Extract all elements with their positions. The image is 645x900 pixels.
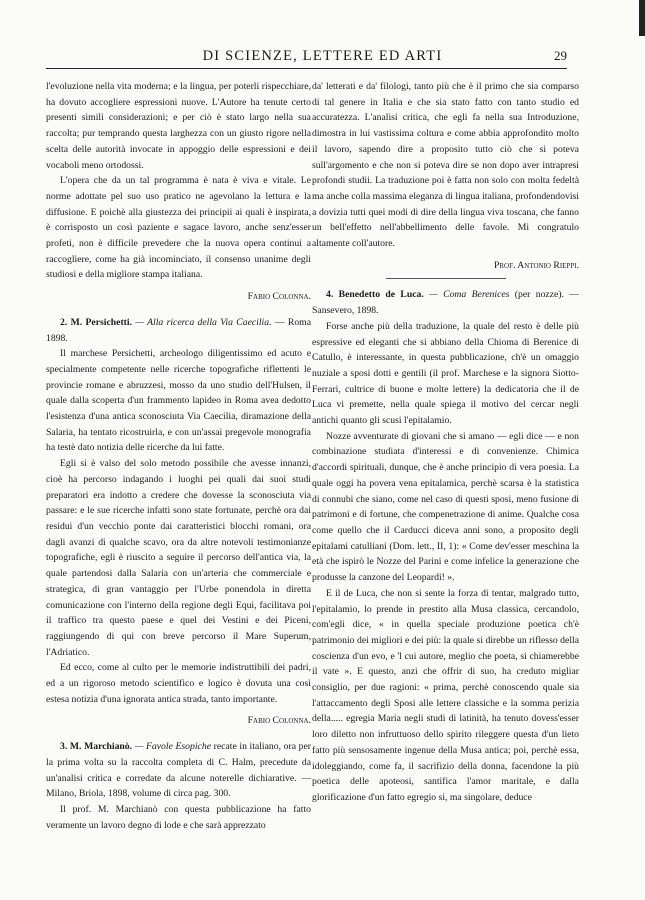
review-entry-3 bbox=[46, 739, 311, 833]
paragraph: da' letterati e da' filologi, tanto più che è il primo che sia comparso di tal genere in Italia e che sia stato fatto con tanto studio ed accuratezza. L'analisi critica, che egli fa nella sua Introduzione, dimostra in lui vastissima coltura e come abbia approfondito molto il lavoro, sapendo dire a proposito tutto ciò che si poteva sull'argomento e che non si poteva dire se non dopo aver intrapresi profondi studii. La traduzione poi è fatta non solo con molta fedeltà ma anche colla massima eleganza di lingua italiana, profondendovisi a dovizia tutti quei modi di dire della lingua viva toscana, che fanno un bell'effetto nell'abbellimento delle favole. Mi congratulo altamente coll'autore. bbox=[312, 81, 579, 250]
paragraph: Il marchese Persichetti, archeologo diligentissimo ed acuto e specialmente competente nelle ricerche topografiche riflettenti le provincie romane e abruzzesi, mosso da uno studio dell'Hulsen, il quale dalla scoperta d'un frammento lapideo in Roma avea dedotto l'esistenza d'una antica sconosciuta Via Caecilia, diramazione della Salaria, ha tentato ricostruirla, e con un'assai pregevole monografia ha testè dato notizia delle ricerche da lui fatte. bbox=[46, 348, 311, 454]
right-column bbox=[312, 79, 579, 806]
signature: Prof. Antonio Rieppi. bbox=[493, 259, 579, 271]
entry-heading: 2. M. Persichetti. bbox=[60, 316, 133, 328]
entry-title: — Favole Esopiche bbox=[134, 741, 211, 753]
paragraph: Ed ecco, come al culto per le memorie indistruttibili dei padri, ed a un rigoroso metodo scientifico e logico è dovuta una così estesa notizia d'una ignorata antica strada, tanto importante. bbox=[46, 662, 311, 705]
paragraph: Nozze avventurate di giovani che si amano — egli dice — e non combinazione studiata d'interessi e di convenienze. Chimica d'accordi spirituali, dunque, che è anche principio di vera poesia. La quale oggi ha povera vena epitalamica, perchè scarsa è la statistica di connubi che siano, come nel caso di questi sposi, meno fusione di patrimoni e di fortune, che compenetrazione di anime. Qualche cosa come quello che il Carducci diceva anni sono, a proposito degli epitalami catulliani (Dom. lett., II, 1): « Come dev'esser meschina la età che ispirò le Nozze del Parini e come infelice la generazione che produsse la canzone del Leopardi! ». bbox=[312, 430, 579, 584]
page-number: 29 bbox=[554, 48, 567, 63]
section-separator bbox=[386, 278, 506, 279]
review-entry-2 bbox=[46, 315, 311, 729]
paragraph: l'evoluzione nella vita moderna; e la lingua, per poterli rispecchiare, ha dovuto accogliere espressioni nuove. L'Autore ha tenute certo presenti simili considerazioni; e per ciò è stato largo nella sua raccolta; pur temprando questa larghezza con un giusto rigore nella scelta delle autorità invocate in appoggio delle espressioni e dei vocaboli meno ortodossi. bbox=[46, 81, 311, 171]
paragraph: Egli si è valso del solo metodo possibile che avesse innanzi, cioè ha percorso indagando i luoghi pei quali dai suoi studi preparatori era indotto a credere che dovesse la sconosciuta via passare: e le sue ricerche infatti sono state fortunate, perchè ora dai residui d'un vecchio ponte dai caratteristici blocchi romani, ora dagli avanzi di qualche scavo, ora da altre notevoli testimonianze topografiche, egli è riuscito a seguire il percorso dell'antica via, la quale partendosi dalla Salaria con un'arteria che commerciale e strategica, di gran vantaggio per l'Urbe ponendola in diretta comunicazione con l'interno della regione degli Equi, facilitava poi il traffico tra questo paese e quel dei Vestini e dei Piceni, raggiungendo di qui con breve percorso il Mare Superum, l'Adriatico. bbox=[46, 458, 311, 658]
entry-title: — Alla ricerca della Via Caecilia. bbox=[135, 316, 272, 328]
paragraph: Forse anche più della traduzione, la quale del resto è delle più espressive ed eleganti che si abbiano della Chioma di Berenice di Catullo, è interessante, in questa pubblicazione, ch'è un omaggio nuziale a sposi dotti e gentili (il prof. Marchese e la signora Siotto-Ferrari, cultrice di buone e molte lettere) la dedicatoria che il de Luca vi premette, nella quale spiega il motivo del cercar negli antichi quanto gli scusi l'epitalamio. bbox=[312, 320, 579, 427]
entry-publication: (per nozze). — Sansevero, 1898. bbox=[312, 289, 579, 317]
scan-edge-mark bbox=[639, 0, 645, 36]
left-column bbox=[46, 79, 311, 833]
signature: Fabio Colonna. bbox=[247, 291, 311, 303]
entry-title: — Coma Berenices bbox=[429, 289, 510, 301]
paragraph: E il de Luca, che non si sente la forza di tentar, malgrado tutto, l'epitalamio, lo prende in prestito alla Musa classica, cercandolo, com'egli dice, « in quella speciale produzione poetica ch'è patrimonio dei migliori e dei più: la quale si direbbe un riflesso della coscienza d'un evo, e 'l cui autore, meglio che poeta, si chiamerebbe il vate ». E questo, anzi che offrir di suo, ha creduto migliar consiglio, per due ragioni: « prima, perchè conoscendo quale sia l'attaccamento degli Sposi alle lettere classiche e la somma perizia della..... egregia Maria negli studi di latinità, ha tenuto dovess'esser loro diletto non infruttuoso dello spirito rileggere questa d'un lieto fatto più sensosamente ingenue della Musa antica; poi, perchè essa, idoleggiando, come fa, il sacrifizio della donna, facendone la più poetica delle apoteosi, santifica l'amor maritale, e dalla glorificazione d'un fatto egregio si, ma singolare, deduce bbox=[312, 587, 579, 803]
running-title: DI SCIENZE, LETTERE ED ARTI bbox=[202, 48, 443, 64]
paragraph: Il prof. M. Marchianò con questa pubblicazione ha fatto veramente un lavoro degno di lode e che sarà apprezzato bbox=[46, 803, 311, 831]
signature: Fabio Colonna. bbox=[247, 715, 311, 727]
entry-heading: 3. M. Marchianò. bbox=[60, 741, 133, 753]
header-rule bbox=[46, 68, 567, 69]
paragraph: L'opera che da un tal programma è nata è viva e vitale. Le norme adottate pel suo uso pratico ne agevolano la lettura e la diffusione. E poichè alla giustezza dei principii ai quali è inspirata, è corrisposto un così paziente e sagace lavoro, anche senz'esser profeti, non è difficile prevedere che la nuova opera continui a raccogliere, come ha già incominciato, il consenso unanime degli studiosi e della migliore stampa italiana. bbox=[46, 175, 311, 281]
entry-publication: — Roma 1898. bbox=[46, 316, 311, 344]
entry-publication: recate in italiano, ora per la prima volta su la raccolta completa di C. Halm, precedute da un'analisi critica e corredate da alcune noterelle dichiarative. — Milano, Briola, 1898, volume di circa pag. 300. bbox=[46, 741, 312, 800]
entry-heading: 4. Benedetto de Luca. bbox=[326, 289, 424, 301]
review-entry-4 bbox=[312, 287, 579, 805]
page-header bbox=[0, 44, 645, 74]
